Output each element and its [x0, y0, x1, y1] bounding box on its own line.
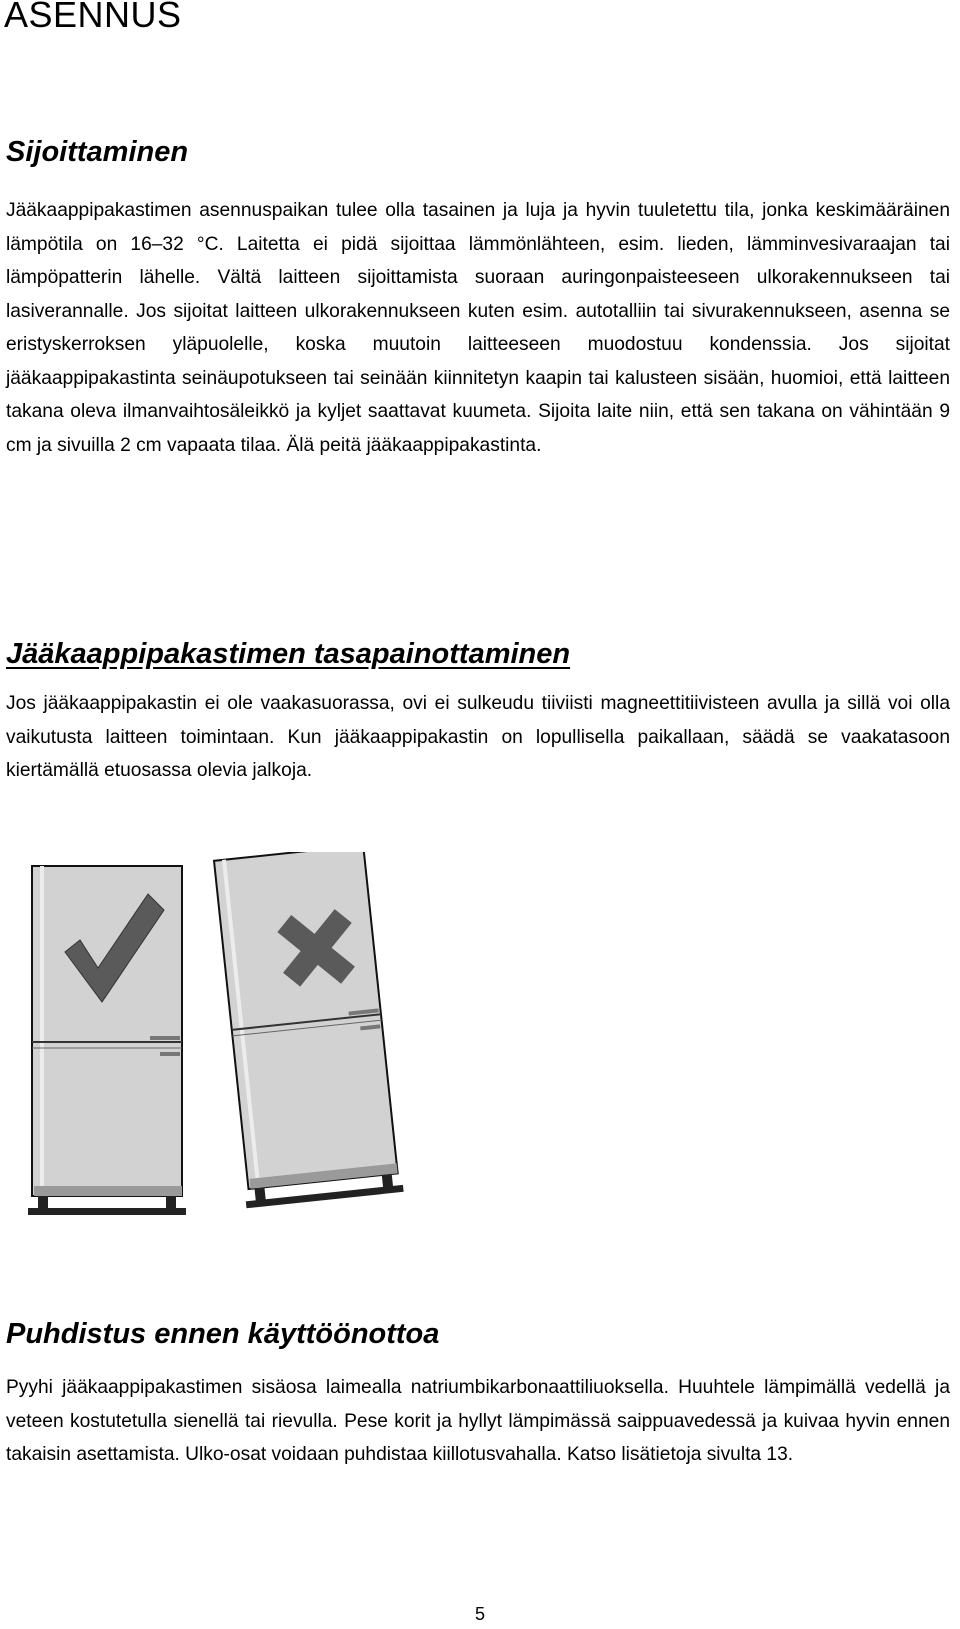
section-tasapainottaminen [6, 638, 950, 788]
page-number: 5 [474, 1604, 485, 1624]
section-paragraph: Jääkaappipakastimen asennuspaikan tulee olla tasainen ja luja ja hyvin tuuletettu tila, jonka keskimääräinen lämpötila on 16–32 °C. Laitetta ei pidä sijoittaa lämmönlähteen, esim. lieden, lämminvesivaraajan tai lämpöpatterin lähelle. Vältä laitteen sijoittamista suoraan auringonpaisteeseen ulkorakennukseen tai lasiverannalle. Jos sijoitat laitteen ulkorakennukseen kuten esim. autotalliin tai sivurakennukseen, asenna se eristyskerroksen yläpuolelle, koska muutoin laitteeseen muodostuu kondenssia. Jos sijoitat jääkaappipakastinta seinäupotukseen tai seinään kiinnitetyn kaapin tai kalusteen sisään, huomioi, että laitteen takana oleva ilmanvaihtosäleikkö ja kyljet saattavat kuumeta. Sijoita laite niin, että sen takana on vähintään 9 cm ja sivuilla 2 cm vapaata tilaa. Älä peitä jääkaappipakastinta. [6, 200, 950, 456]
section-paragraph: Jos jääkaappipakastin ei ole vaakasuorassa, ovi ei sulkeudu tiiviisti magneettitiivisteen avulla ja sillä voi olla vaikutusta laitteen toimintaan. Kun jääkaappipakastin on lopullisella paikallaan, säädä se vaakatasoon kiertämällä etuosassa olevia jalkoja. [6, 693, 950, 781]
fridge-tilted-icon [210, 852, 404, 1208]
page-title: ASENNUS [4, 0, 182, 35]
levelling-figure [20, 852, 450, 1242]
fridge-foot [166, 1196, 176, 1210]
section-puhdistus [6, 1318, 950, 1472]
levelling-illustration [20, 852, 450, 1242]
section-paragraph: Pyyhi jääkaappipakastimen sisäosa laimealla natriumbikarbonaattiliuoksella. Huuhtele lämpimällä vedellä ja veteen kostutetulla sienellä tai rievulla. Pese korit ja hyllyt lämpimässä saippuavedessä ja kuivaa hyvin ennen takaisin asettamista. Ulko-osat voidaan puhdistaa kiillotusvahalla. Katso lisätietoja sivulta 13. [6, 1377, 950, 1465]
fridge-level-icon [28, 866, 186, 1215]
section-heading: Jääkaappipakastimen tasapainottaminen [6, 638, 571, 670]
floor-line [28, 1208, 186, 1215]
fridge-foot [38, 1196, 48, 1210]
section-heading: Sijoittaminen [6, 136, 189, 168]
floor-line [246, 1185, 404, 1208]
section-heading: Puhdistus ennen käyttöönottoa [6, 1318, 440, 1350]
section-sijoittaminen [6, 136, 950, 462]
